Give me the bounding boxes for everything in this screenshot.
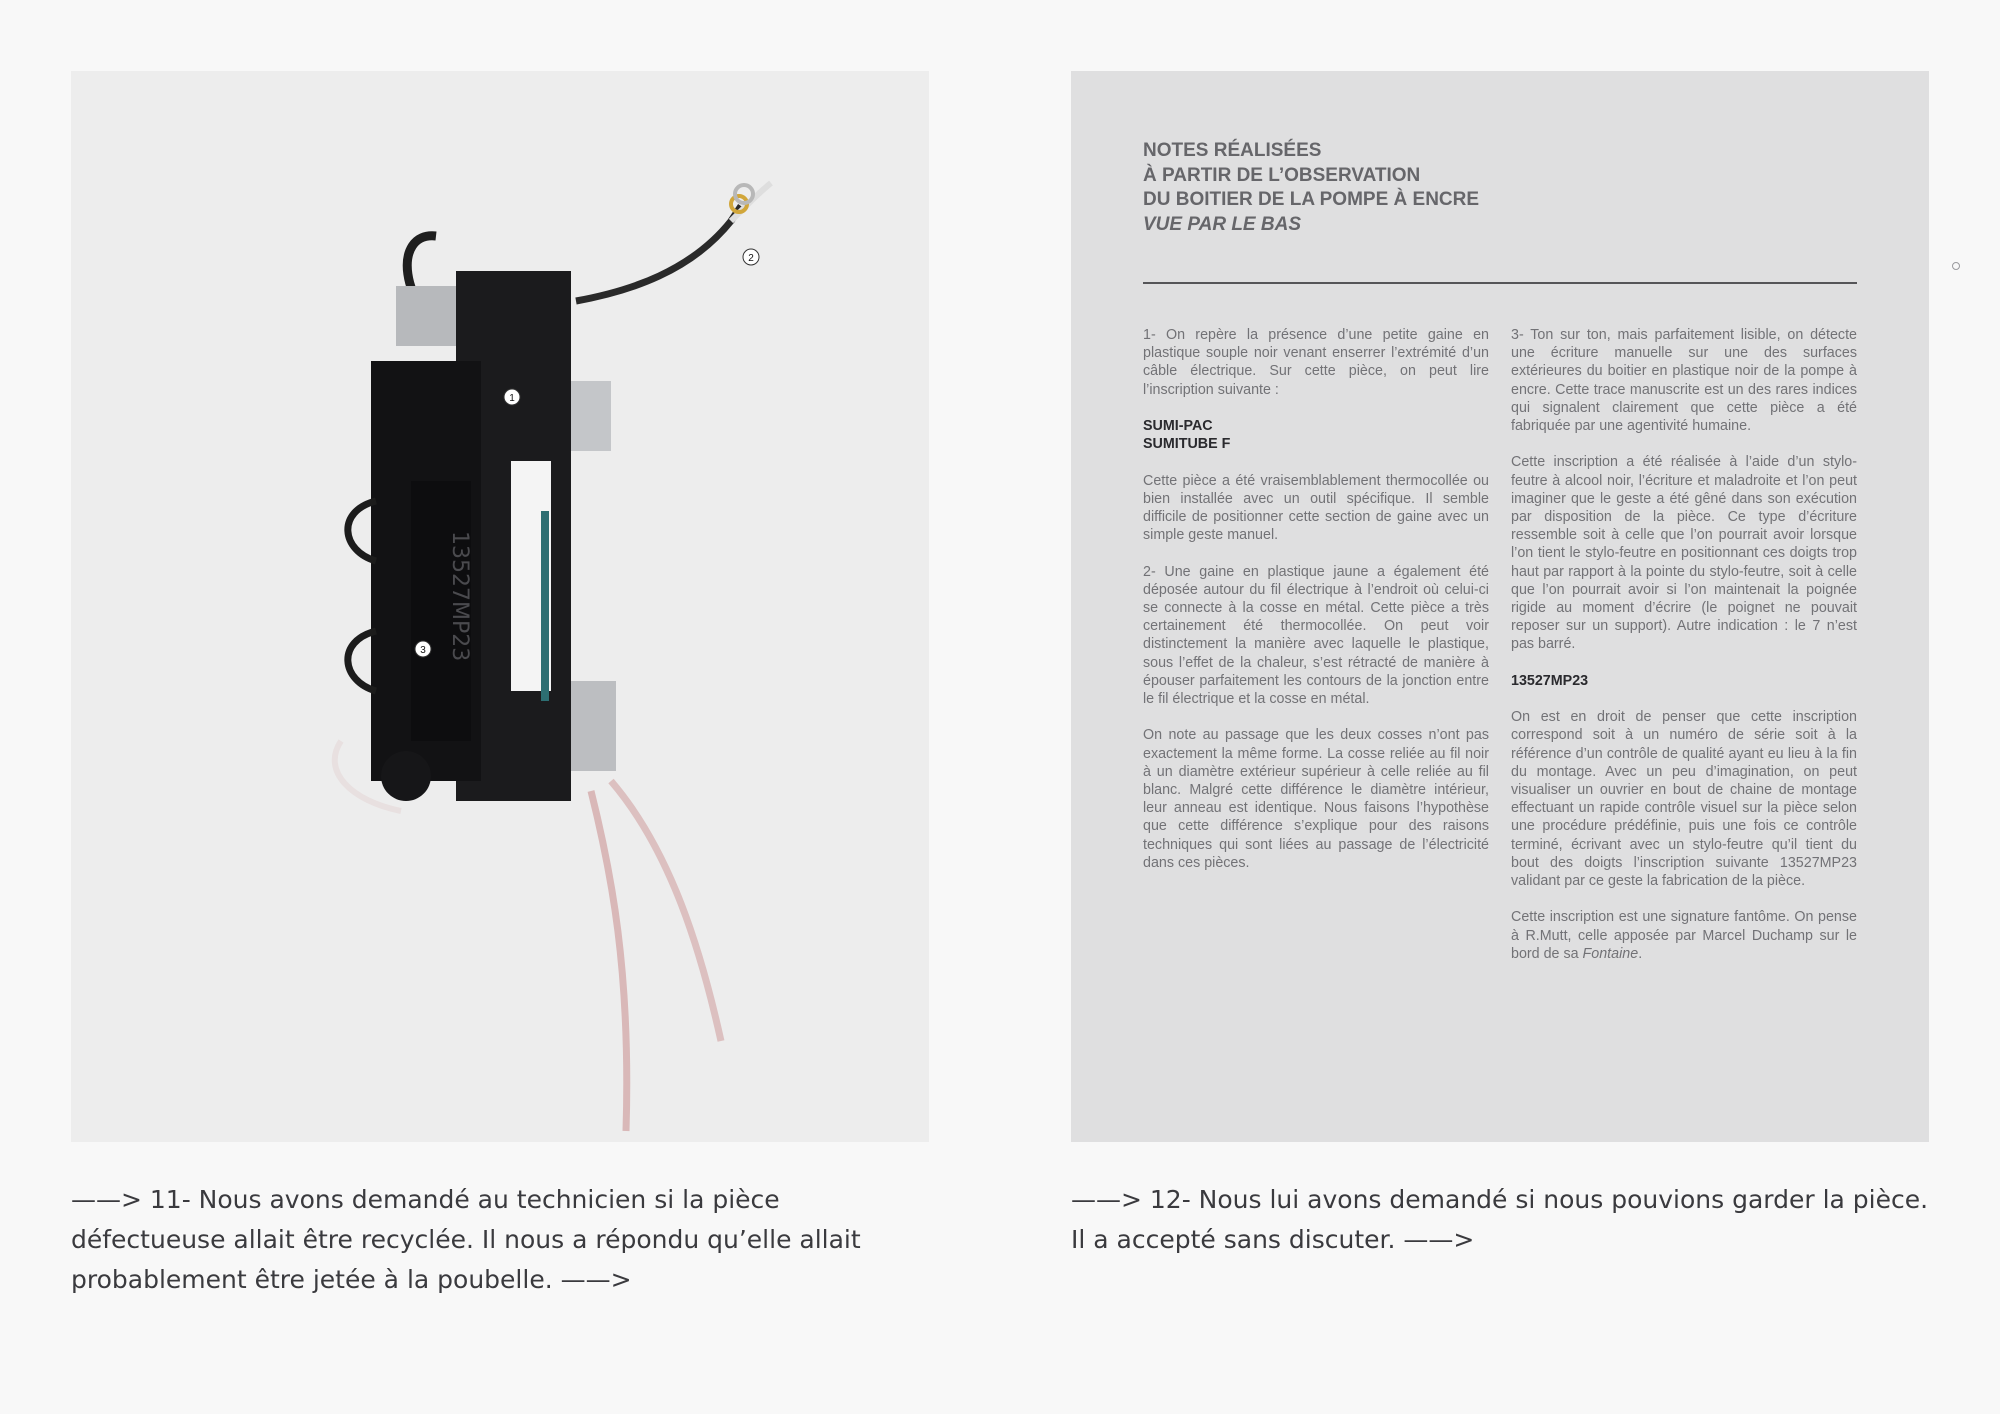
teal-rod xyxy=(541,511,549,701)
metal-bracket-top xyxy=(396,286,456,346)
black-cable xyxy=(576,206,741,301)
note-1: 1- On repère la présence d’une petite gaine en plastique souple noir venant enserrer l’extrémité d’un câble électrique. Sur cette pièce, on peut lire l’inscription suivante : xyxy=(1143,327,1489,398)
note-3-detail: Cette inscription a été réalisée à l’aide d’un stylo-feutre à alcool noir, l’écriture et maladroite et l’on peut imaginer que le geste a été gêné dans son exécution par disposition de la pièce. Ce type d’écriture ressemble soit à celle que l’on pourrait avoir lorsque l’on tient le stylo-feutre en positionnant ces doigts trop haut par rapport à la pointe du stylo-feutre, soit à celle que l’on pourrait avoir si l’on maintenait la poignée rigide au moment d’écrire (le poignet ne pouvait reposer sur un support). Autre indication : le 7 n’est pas barré. xyxy=(1511,454,1857,653)
signature-end: . xyxy=(1638,945,1643,962)
caption-11: ——> 11- Nous avons demandé au technicien si la pièce défectueuse allait être recyclée. Il nous a répondu qu’elle allait probablement être jetée à la poubelle. ——> xyxy=(71,1185,861,1294)
metal-bracket-right xyxy=(571,381,611,451)
notes-column-left xyxy=(1143,326,1489,890)
serial-code: 13527MP23 xyxy=(1511,672,1589,689)
handwritten-inscription: 13527MP23 xyxy=(447,531,472,662)
title-line-2: À PARTIR DE L’OBSERVATION xyxy=(1143,164,1421,186)
marker-2-label: 2 xyxy=(748,253,754,264)
marker-2 xyxy=(743,249,759,265)
fontaine-title: Fontaine xyxy=(1582,945,1639,962)
marker-3-label: 3 xyxy=(420,645,426,656)
code-sumitube: SUMITUBE F xyxy=(1143,436,1231,453)
title-line-italic: VUE PAR LE BAS xyxy=(1143,213,1302,235)
note-3-signature xyxy=(1511,908,1857,963)
signature-text: Cette inscription est une signature fantôme. On pense à R.Mutt, celle apposée par Marcel Duchamp sur le bord de sa xyxy=(1511,909,1857,962)
marker-1 xyxy=(504,389,520,405)
note-1-detail: Cette pièce a été vraisemblablement thermocollée ou bien installée avec un outil spécifique. Il semble difficile de positionner cette section de gaine avec un simple geste manuel. xyxy=(1143,472,1489,544)
photo-panel xyxy=(71,71,929,1142)
title-line-3: DU BOITIER DE LA POMPE À ENCRE xyxy=(1143,189,1480,210)
inscription-codes xyxy=(1143,417,1489,453)
note-3: 3- Ton sur ton, mais parfaitement lisible, on détecte une écriture manuelle sur une des surfaces extérieures du boitier en plastique noir de la pompe à encre. Cette trace manuscrite est un des rares indices qui signalent clairement que cette pièce a été fabriquée par une agentivité humaine. xyxy=(1511,327,1857,435)
marker-1-label: 1 xyxy=(509,393,515,404)
notes-column-right xyxy=(1511,326,1857,981)
note-3-hypothesis: On est en droit de penser que cette inscription correspond soit à un numéro de série soit à la référence d’un contrôle de qualité ayant eu lieu à la fin du montage. Avec un peu d’imagination, on peut visualiser un ouvrier en bout de chaine de montage effectuant un rapide contrôle visuel sur la pièce selon une procédure prédéfinie, puis une fois ce contrôle terminé, écrivant avec un stylo-feutre qu’il tient du bout des doigts l’inscription suivante 13527MP23 validant par ce geste la fabrication de la pièce. xyxy=(1511,709,1857,890)
notes-panel xyxy=(1071,71,1929,1142)
pink-tube-1 xyxy=(591,791,627,1131)
gear xyxy=(381,751,431,801)
note-2-detail: On note au passage que les deux cosses n’ont pas exactement la même forme. La cosse reliée au fil noir à un diamètre extérieur supérieur à celle reliée au fil blanc. Malgré cette différence le diamètre intérieur, leur anneau est identique. Nous faisons l’hypothèse que cette différence s’explique pour des raisons techniques qui sont liées au passage de l’électricité dans ces pièces. xyxy=(1143,727,1489,871)
marker-3 xyxy=(415,641,431,657)
notes-title xyxy=(1143,139,1743,237)
note-2: 2- Une gaine en plastique jaune a également été déposée autour du fil électrique à l’endroit où celui-ci se connecte à la cosse en métal. Cette pièce a très certainement été thermocollée. On peut voir distinctement la manière avec laquelle le plastique, sous l’effet de la chaleur, s’est rétracté de manière à épouser parfaitement les contours de la jonction entre le fil électrique et la cosse en métal. xyxy=(1143,563,1489,708)
metal-bracket-bottom xyxy=(571,681,616,771)
title-line-1: NOTES RÉALISÉES xyxy=(1143,140,1322,161)
registration-dot xyxy=(1952,262,1960,270)
caption-12: ——> 12- Nous lui avons demandé si nous pouvions garder la pièce. Il a accepté sans discuter. ——> xyxy=(1071,1185,1929,1254)
ink-pump-photo xyxy=(71,71,929,1142)
code-sumi-pac: SUMI-PAC xyxy=(1143,418,1213,434)
title-divider xyxy=(1143,282,1857,284)
